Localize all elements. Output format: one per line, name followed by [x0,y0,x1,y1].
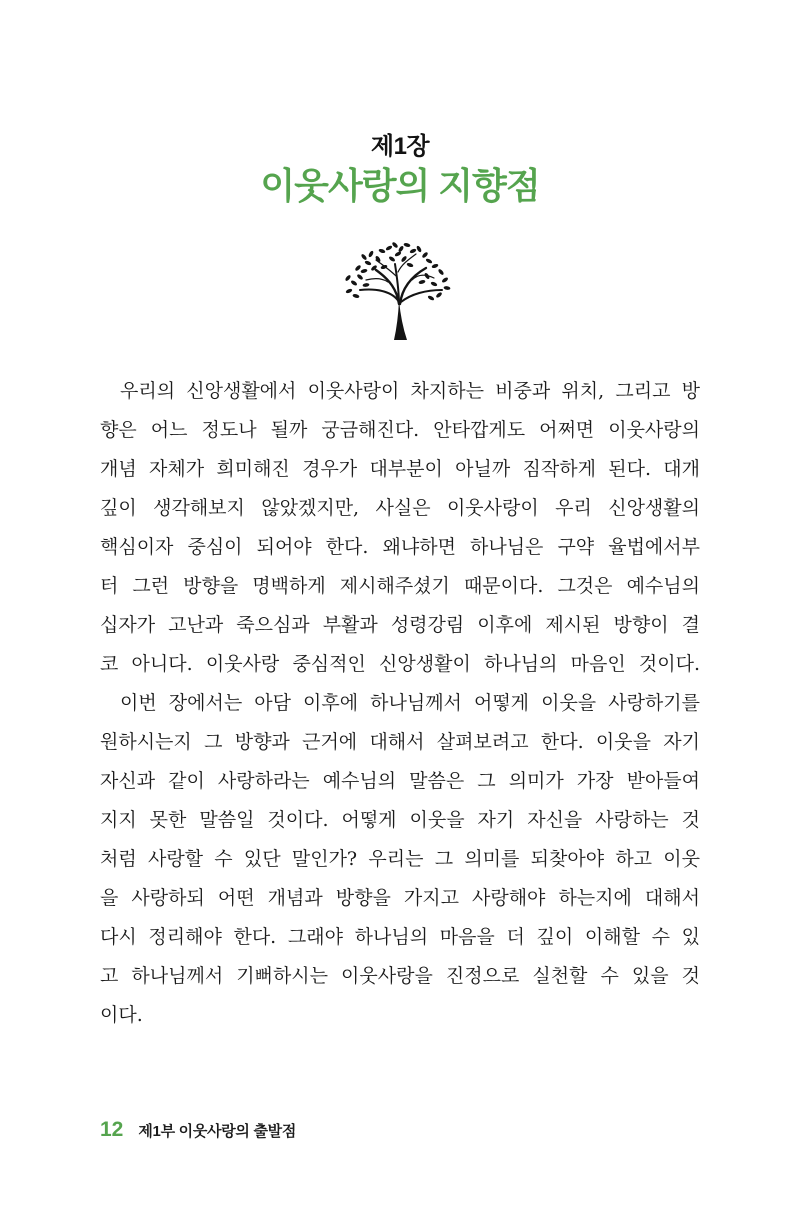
body-text-line: 개념 자체가 희미해진 경우가 대부분이 아닐까 짐작하게 된다. 대개 [100,458,700,480]
chapter-label: 제1장 [370,133,430,160]
body-text-line: 고 하나님께서 기뻐하시는 이웃사랑을 진정으로 실천할 수 있을 것 [100,965,700,987]
body-text-line: 깊이 생각해보지 않았겠지만, 사실은 이웃사랑이 우리 신앙생활의 [100,497,700,519]
body-text-line: 다시 정리해야 한다. 그래야 하나님의 마음을 더 깊이 이해할 수 있 [100,926,700,948]
body-text-line: 원하시는지 그 방향과 근거에 대해서 살펴보려고 한다. 이웃을 자기 [100,731,700,753]
body-text-line: 코 아니다. 이웃사랑 중심적인 신앙생활이 하나님의 마음인 것이다. [100,653,700,675]
body-text-line: 우리의 신앙생활에서 이웃사랑이 차지하는 비중과 위치, 그리고 방 [120,380,700,402]
chapter-title: 이웃사랑의 지향점 [260,165,540,206]
body-text-line: 십자가 고난과 죽으심과 부활과 성령강림 이후에 제시된 방향이 결 [100,614,700,636]
body-text-line: 처럼 사랑할 수 있단 말인가? 우리는 그 의미를 되찾아야 하고 이웃 [100,848,700,870]
body-text-line: 향은 어느 정도나 될까 궁금해진다. 안타깝게도 어쩌면 이웃사랑의 [100,419,700,441]
body-text-line: 터 그런 방향을 명백하게 제시해주셨기 때문이다. 그것은 예수님의 [100,575,700,597]
running-title: 제1부 이웃사랑의 출발점 [138,1123,297,1140]
body-text-line: 지지 못한 말씀일 것이다. 어떻게 이웃을 자기 자신을 사랑하는 것 [100,809,700,831]
body-text [100,372,700,1035]
body-text-line: 핵심이자 중심이 되어야 한다. 왜냐하면 하나님은 구약 율법에서부 [100,536,700,558]
body-text-line: 자신과 같이 사랑하라는 예수님의 말씀은 그 의미가 가장 받아들여 [100,770,700,792]
body-text-line: 이다. [100,1004,143,1026]
body-text-line: 이번 장에서는 아담 이후에 하나님께서 어떻게 이웃을 사랑하기를 [120,692,700,714]
page-footer [100,1118,296,1142]
tree-icon [335,238,465,342]
body-text-line: 을 사랑하되 어떤 개념과 방향을 가지고 사랑해야 하는지에 대해서 [100,887,700,909]
page-number: 12 [100,1118,124,1141]
